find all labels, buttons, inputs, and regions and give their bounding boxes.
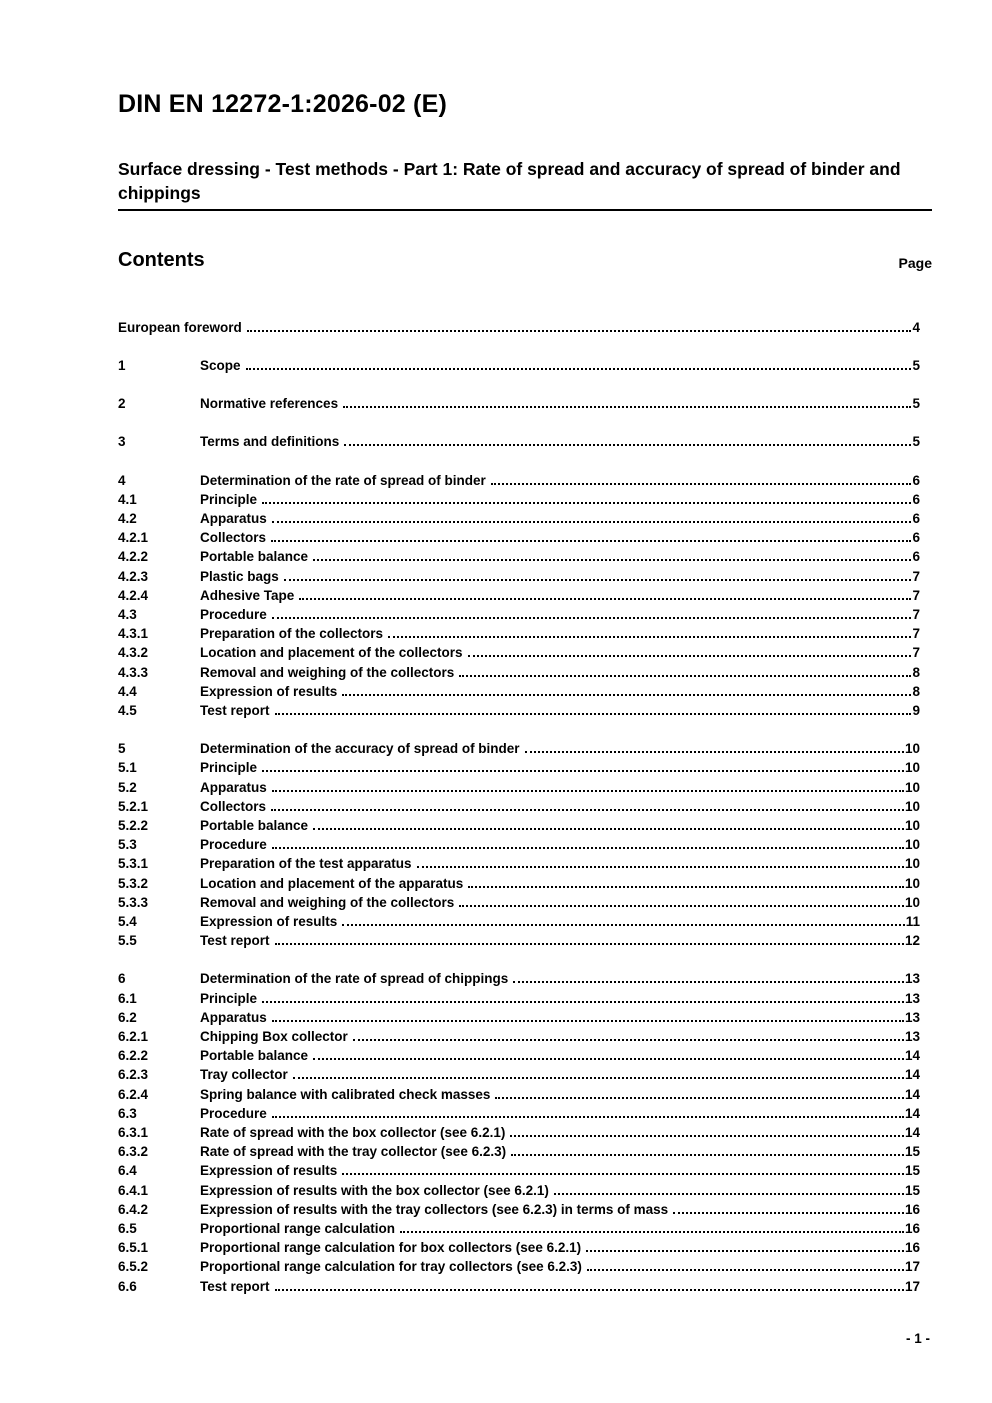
- toc-entry-page: 7: [912, 568, 920, 584]
- toc-dot-leader: [272, 521, 912, 523]
- toc-entry-page: 11: [905, 914, 920, 930]
- toc-dot-leader: [525, 751, 904, 753]
- toc-entry: [118, 356, 920, 375]
- toc-entry: [118, 1046, 920, 1065]
- toc-entry-label: Expression of results with the tray collectors (see 6.2.3) in terms of mass: [200, 1201, 669, 1217]
- toc-dot-leader: [491, 483, 912, 485]
- toc-dot-leader: [459, 905, 904, 907]
- toc-entry: [118, 1161, 920, 1180]
- toc-entry-number: 6.2.1: [118, 1029, 149, 1045]
- toc-entry-page: 16: [904, 1221, 920, 1237]
- toc-entry-page: 10: [904, 875, 920, 891]
- toc-entry: [118, 605, 920, 624]
- toc-entry-number: 5.3.3: [118, 894, 149, 910]
- toc-entry-label: Expression of results: [200, 1163, 338, 1179]
- toc-entry-label: Location and placement of the apparatus: [200, 875, 464, 891]
- toc-entry-page: 5: [912, 396, 920, 412]
- toc-entry-label: Expression of results with the box collector (see 6.2.1): [200, 1182, 549, 1198]
- toc-entry-number: 1: [118, 357, 126, 373]
- toc-dot-leader: [272, 1116, 904, 1118]
- toc-entry-label: Plastic bags: [200, 568, 279, 584]
- toc-entry-label: Principle: [200, 491, 258, 507]
- toc-entry-page: 14: [904, 1125, 920, 1141]
- toc-entry-number: 6.2.3: [118, 1067, 149, 1083]
- toc-entry-label: Procedure: [200, 606, 267, 622]
- toc-entry-number: 5.3.1: [118, 856, 149, 872]
- toc-entry: [118, 567, 920, 586]
- toc-entry-label: Determination of the rate of spread of chippings: [200, 971, 509, 987]
- toc-entry-number: 6.3.2: [118, 1144, 149, 1160]
- toc-entry-label: Proportional range calculation: [200, 1221, 396, 1237]
- toc-dot-leader: [275, 943, 904, 945]
- toc-entry-label: Expression of results: [200, 683, 338, 699]
- toc-entry-label: Determination of the rate of spread of binder: [200, 472, 486, 488]
- toc-dot-leader: [272, 847, 904, 849]
- toc-entry-page: 13: [904, 1029, 920, 1045]
- toc-entry-page: 6: [912, 510, 920, 526]
- toc-entry-page: 10: [904, 741, 920, 757]
- toc-entry-number: 5: [118, 741, 126, 757]
- toc-dot-leader: [313, 559, 911, 561]
- toc-entry-label: Proportional range calculation for tray collectors (see 6.2.3): [200, 1259, 582, 1275]
- toc-dot-leader: [262, 502, 911, 504]
- toc-group: [118, 969, 920, 1295]
- toc-entry: [118, 643, 920, 662]
- toc-group: [118, 471, 920, 721]
- toc-entry: [118, 509, 920, 528]
- toc-dot-leader: [272, 1020, 904, 1022]
- toc-entry: [118, 1008, 920, 1027]
- toc-dot-leader: [271, 809, 904, 811]
- toc-entry-label: Expression of results: [200, 914, 338, 930]
- toc-entry-number: 4.3.3: [118, 664, 149, 680]
- toc-group: [118, 432, 920, 451]
- toc-entry-page: 15: [904, 1163, 920, 1179]
- toc-entry-page: 6: [912, 472, 920, 488]
- toc-entry-number: 5.1: [118, 760, 137, 776]
- toc-dot-leader: [459, 675, 911, 677]
- toc-dot-leader: [247, 330, 912, 332]
- toc-entry: [118, 663, 920, 682]
- toc-entry-label: Procedure: [200, 1105, 267, 1121]
- toc-entry-number: 6.4: [118, 1163, 137, 1179]
- toc-entry-number: 6.2.2: [118, 1048, 149, 1064]
- toc-entry-number: 4.3.2: [118, 645, 149, 661]
- contents-heading: Contents: [118, 248, 205, 271]
- toc-dot-leader: [342, 694, 911, 696]
- toc-group: [118, 318, 920, 337]
- toc-entry-page: 13: [904, 971, 920, 987]
- toc-entry: [118, 490, 920, 509]
- toc-dot-leader: [400, 1231, 904, 1233]
- toc-dot-leader: [468, 655, 912, 657]
- toc-entry-number: 6.4.1: [118, 1182, 149, 1198]
- toc-entry-number: 5.3: [118, 837, 137, 853]
- toc-dot-leader: [299, 598, 911, 600]
- toc-entry-label: Determination of the accuracy of spread of binder: [200, 741, 520, 757]
- toc-entry-page: 14: [904, 1105, 920, 1121]
- toc-entry-page: 5: [912, 357, 920, 373]
- toc-entry: [118, 816, 920, 835]
- toc-entry-page: 7: [912, 626, 920, 642]
- toc-entry: [118, 1065, 920, 1084]
- toc-entry-label: Removal and weighing of the collectors: [200, 664, 455, 680]
- toc-dot-leader: [246, 368, 912, 370]
- toc-entry-label: Procedure: [200, 837, 267, 853]
- toc-entry-page: 7: [912, 606, 920, 622]
- toc-entry: [118, 778, 920, 797]
- toc-dot-leader: [510, 1135, 904, 1137]
- toc-entry-number: 4.5: [118, 703, 137, 718]
- toc-entry-page: 10: [904, 894, 920, 910]
- toc-entry: [118, 318, 920, 337]
- toc-entry: [118, 1027, 920, 1046]
- toc-entry-label: Portable balance: [200, 549, 309, 565]
- toc-entry-label: Principle: [200, 760, 258, 776]
- toc-dot-leader: [511, 1154, 904, 1156]
- toc-entry-label: Apparatus: [200, 510, 267, 526]
- toc-entry-label: Apparatus: [200, 1009, 267, 1025]
- toc-entry-number: 4.2.2: [118, 549, 149, 565]
- toc-entry-label: European foreword: [118, 319, 242, 335]
- toc-entry: [118, 682, 920, 701]
- toc-entry: [118, 758, 920, 777]
- toc-dot-leader: [313, 1058, 904, 1060]
- toc-entry-page: 7: [912, 645, 920, 661]
- toc-entry-label: Preparation of the test apparatus: [200, 856, 412, 872]
- toc-entry-page: 6: [912, 491, 920, 507]
- toc-entry-page: 4: [912, 319, 920, 335]
- toc-entry: [118, 471, 920, 490]
- toc-dot-leader: [272, 617, 912, 619]
- toc-dot-leader: [275, 713, 912, 715]
- page-number-footer: - 1 -: [905, 1331, 930, 1346]
- toc-entry-number: 2: [118, 396, 126, 412]
- toc-entry-page: 10: [904, 818, 920, 834]
- toc-entry-page: 13: [904, 990, 920, 1006]
- toc-entry-page: 12: [904, 933, 920, 949]
- toc-entry-page: 15: [904, 1182, 920, 1198]
- toc-entry-page: 15: [904, 1144, 920, 1160]
- toc-entry-number: 6.5.2: [118, 1259, 149, 1275]
- toc-entry-page: 14: [904, 1086, 920, 1102]
- page-column-label: Page: [898, 254, 932, 271]
- toc-entry-label: Chipping Box collector: [200, 1029, 348, 1045]
- toc-dot-leader: [284, 579, 912, 581]
- toc-entry: [118, 874, 920, 893]
- toc-dot-leader: [417, 866, 904, 868]
- toc-entry: [118, 931, 920, 950]
- toc-entry-page: 10: [904, 779, 920, 795]
- toc-entry: [118, 432, 920, 451]
- toc-entry: [118, 1142, 920, 1161]
- toc-entry-number: 5.2.2: [118, 818, 149, 834]
- toc-entry-number: 6.3.1: [118, 1125, 149, 1141]
- toc-entry: [118, 912, 920, 931]
- document-subtitle: Surface dressing - Test methods - Part 1: Rate of spread and accuracy of spread of binder and chippings: [118, 157, 932, 211]
- toc-entry-label: Preparation of the collectors: [200, 626, 384, 642]
- toc-entry-page: 7: [912, 587, 920, 603]
- toc-entry-page: 6: [912, 549, 920, 565]
- toc-entry-number: 6.5.1: [118, 1240, 149, 1256]
- toc-entry: [118, 1104, 920, 1123]
- toc-entry-page: 10: [904, 760, 920, 776]
- toc-entry: [118, 1238, 920, 1257]
- toc-entry-label: Test report: [200, 703, 270, 718]
- toc-entry-label: Terms and definitions: [200, 434, 340, 450]
- toc-entry-page: 10: [904, 798, 920, 814]
- toc-dot-leader: [468, 886, 904, 888]
- toc-entry-number: 4.2.1: [118, 530, 149, 546]
- toc-entry-page: 9: [912, 703, 920, 718]
- toc-entry-page: 14: [904, 1048, 920, 1064]
- toc-entry-number: 4.1: [118, 491, 137, 507]
- toc-dot-leader: [343, 406, 911, 408]
- toc-entry: [118, 701, 920, 720]
- toc-entry-label: Normative references: [200, 396, 339, 412]
- toc-group: [118, 356, 920, 375]
- toc-dot-leader: [586, 1250, 904, 1252]
- toc-dot-leader: [293, 1077, 904, 1079]
- toc-entry: [118, 1219, 920, 1238]
- toc-entry-label: Tray collector: [200, 1067, 288, 1083]
- toc-entry-label: Apparatus: [200, 779, 267, 795]
- toc-entry-page: 17: [904, 1259, 920, 1275]
- table-of-contents: [118, 318, 920, 1296]
- document-title: DIN EN 12272-1:2026-02 (E): [118, 90, 447, 118]
- toc-entry-label: Location and placement of the collectors: [200, 645, 463, 661]
- toc-entry-label: Rate of spread with the tray collector (see 6.2.3): [200, 1144, 507, 1160]
- toc-dot-leader: [262, 770, 904, 772]
- toc-group: [118, 394, 920, 413]
- toc-dot-leader: [272, 790, 904, 792]
- toc-entry-label: Test report: [200, 1278, 270, 1294]
- toc-entry-page: 17: [904, 1278, 920, 1294]
- toc-entry-page: 16: [904, 1201, 920, 1217]
- toc-dot-leader: [271, 540, 911, 542]
- toc-dot-leader: [388, 636, 911, 638]
- toc-entry: [118, 969, 920, 988]
- toc-entry: [118, 1085, 920, 1104]
- toc-entry-page: 5: [912, 434, 920, 450]
- toc-entry-label: Adhesive Tape: [200, 587, 295, 603]
- toc-dot-leader: [342, 924, 904, 926]
- toc-entry-page: 8: [912, 664, 920, 680]
- toc-entry: [118, 528, 920, 547]
- toc-entry-number: 5.2: [118, 779, 137, 795]
- toc-dot-leader: [342, 1173, 904, 1175]
- toc-entry-number: 4.3.1: [118, 626, 149, 642]
- toc-entry-label: Proportional range calculation for box collectors (see 6.2.1): [200, 1240, 582, 1256]
- toc-entry-number: 4.2.4: [118, 587, 149, 603]
- toc-entry: [118, 1123, 920, 1142]
- toc-entry-number: 6.5: [118, 1221, 137, 1237]
- toc-entry-label: Principle: [200, 990, 258, 1006]
- toc-entry: [118, 989, 920, 1008]
- toc-dot-leader: [554, 1193, 904, 1195]
- toc-entry: [118, 1277, 920, 1296]
- toc-entry-number: 6.2.4: [118, 1086, 149, 1102]
- toc-dot-leader: [262, 1001, 904, 1003]
- toc-entry-number: 6.2: [118, 1009, 137, 1025]
- toc-entry-number: 5.3.2: [118, 875, 149, 891]
- toc-dot-leader: [344, 444, 911, 446]
- toc-entry-number: 4: [118, 472, 126, 488]
- toc-entry: [118, 797, 920, 816]
- toc-entry-number: 4.2: [118, 510, 137, 526]
- toc-dot-leader: [275, 1289, 904, 1291]
- toc-entry: [118, 624, 920, 643]
- toc-entry: [118, 547, 920, 566]
- toc-entry-label: Rate of spread with the box collector (see 6.2.1): [200, 1125, 506, 1141]
- toc-entry-number: 5.5: [118, 933, 137, 949]
- toc-entry-page: 10: [904, 837, 920, 853]
- toc-entry: [118, 1257, 920, 1276]
- toc-entry-page: 13: [904, 1009, 920, 1025]
- toc-entry-number: 4.3: [118, 606, 137, 622]
- toc-entry-number: 6.1: [118, 990, 137, 1006]
- toc-entry-number: 4.2.3: [118, 568, 149, 584]
- toc-dot-leader: [587, 1269, 904, 1271]
- toc-entry-label: Scope: [200, 357, 241, 373]
- toc-entry-number: 5.2.1: [118, 798, 149, 814]
- toc-entry-number: 3: [118, 434, 126, 450]
- toc-entry-number: 4.4: [118, 683, 137, 699]
- toc-entry-page: 6: [912, 530, 920, 546]
- toc-entry-page: 8: [912, 683, 920, 699]
- toc-entry-number: 6: [118, 971, 126, 987]
- toc-entry-label: Portable balance: [200, 818, 309, 834]
- toc-entry-label: Portable balance: [200, 1048, 309, 1064]
- toc-entry: [118, 1200, 920, 1219]
- toc-entry: [118, 854, 920, 873]
- toc-entry-number: 6.3: [118, 1105, 137, 1121]
- toc-entry-page: 10: [904, 856, 920, 872]
- toc-entry-number: 6.6: [118, 1278, 137, 1294]
- toc-entry-page: 14: [904, 1067, 920, 1083]
- toc-dot-leader: [673, 1212, 904, 1214]
- toc-entry-label: Removal and weighing of the collectors: [200, 894, 455, 910]
- toc-entry-number: 5.4: [118, 914, 137, 930]
- toc-dot-leader: [313, 828, 904, 830]
- toc-entry: [118, 835, 920, 854]
- toc-group: [118, 739, 920, 950]
- toc-entry: [118, 893, 920, 912]
- toc-entry-number: 6.4.2: [118, 1201, 149, 1217]
- toc-dot-leader: [495, 1097, 904, 1099]
- toc-entry-label: Test report: [200, 933, 270, 949]
- toc-dot-leader: [353, 1039, 904, 1041]
- toc-entry-label: Spring balance with calibrated check masses: [200, 1086, 491, 1102]
- toc-entry: [118, 739, 920, 758]
- toc-entry: [118, 394, 920, 413]
- toc-dot-leader: [513, 981, 904, 983]
- toc-entry: [118, 586, 920, 605]
- toc-entry-label: Collectors: [200, 530, 267, 546]
- contents-header-row: [118, 249, 932, 272]
- toc-entry: [118, 1181, 920, 1200]
- toc-entry-label: Collectors: [200, 798, 267, 814]
- toc-entry-page: 16: [904, 1240, 920, 1256]
